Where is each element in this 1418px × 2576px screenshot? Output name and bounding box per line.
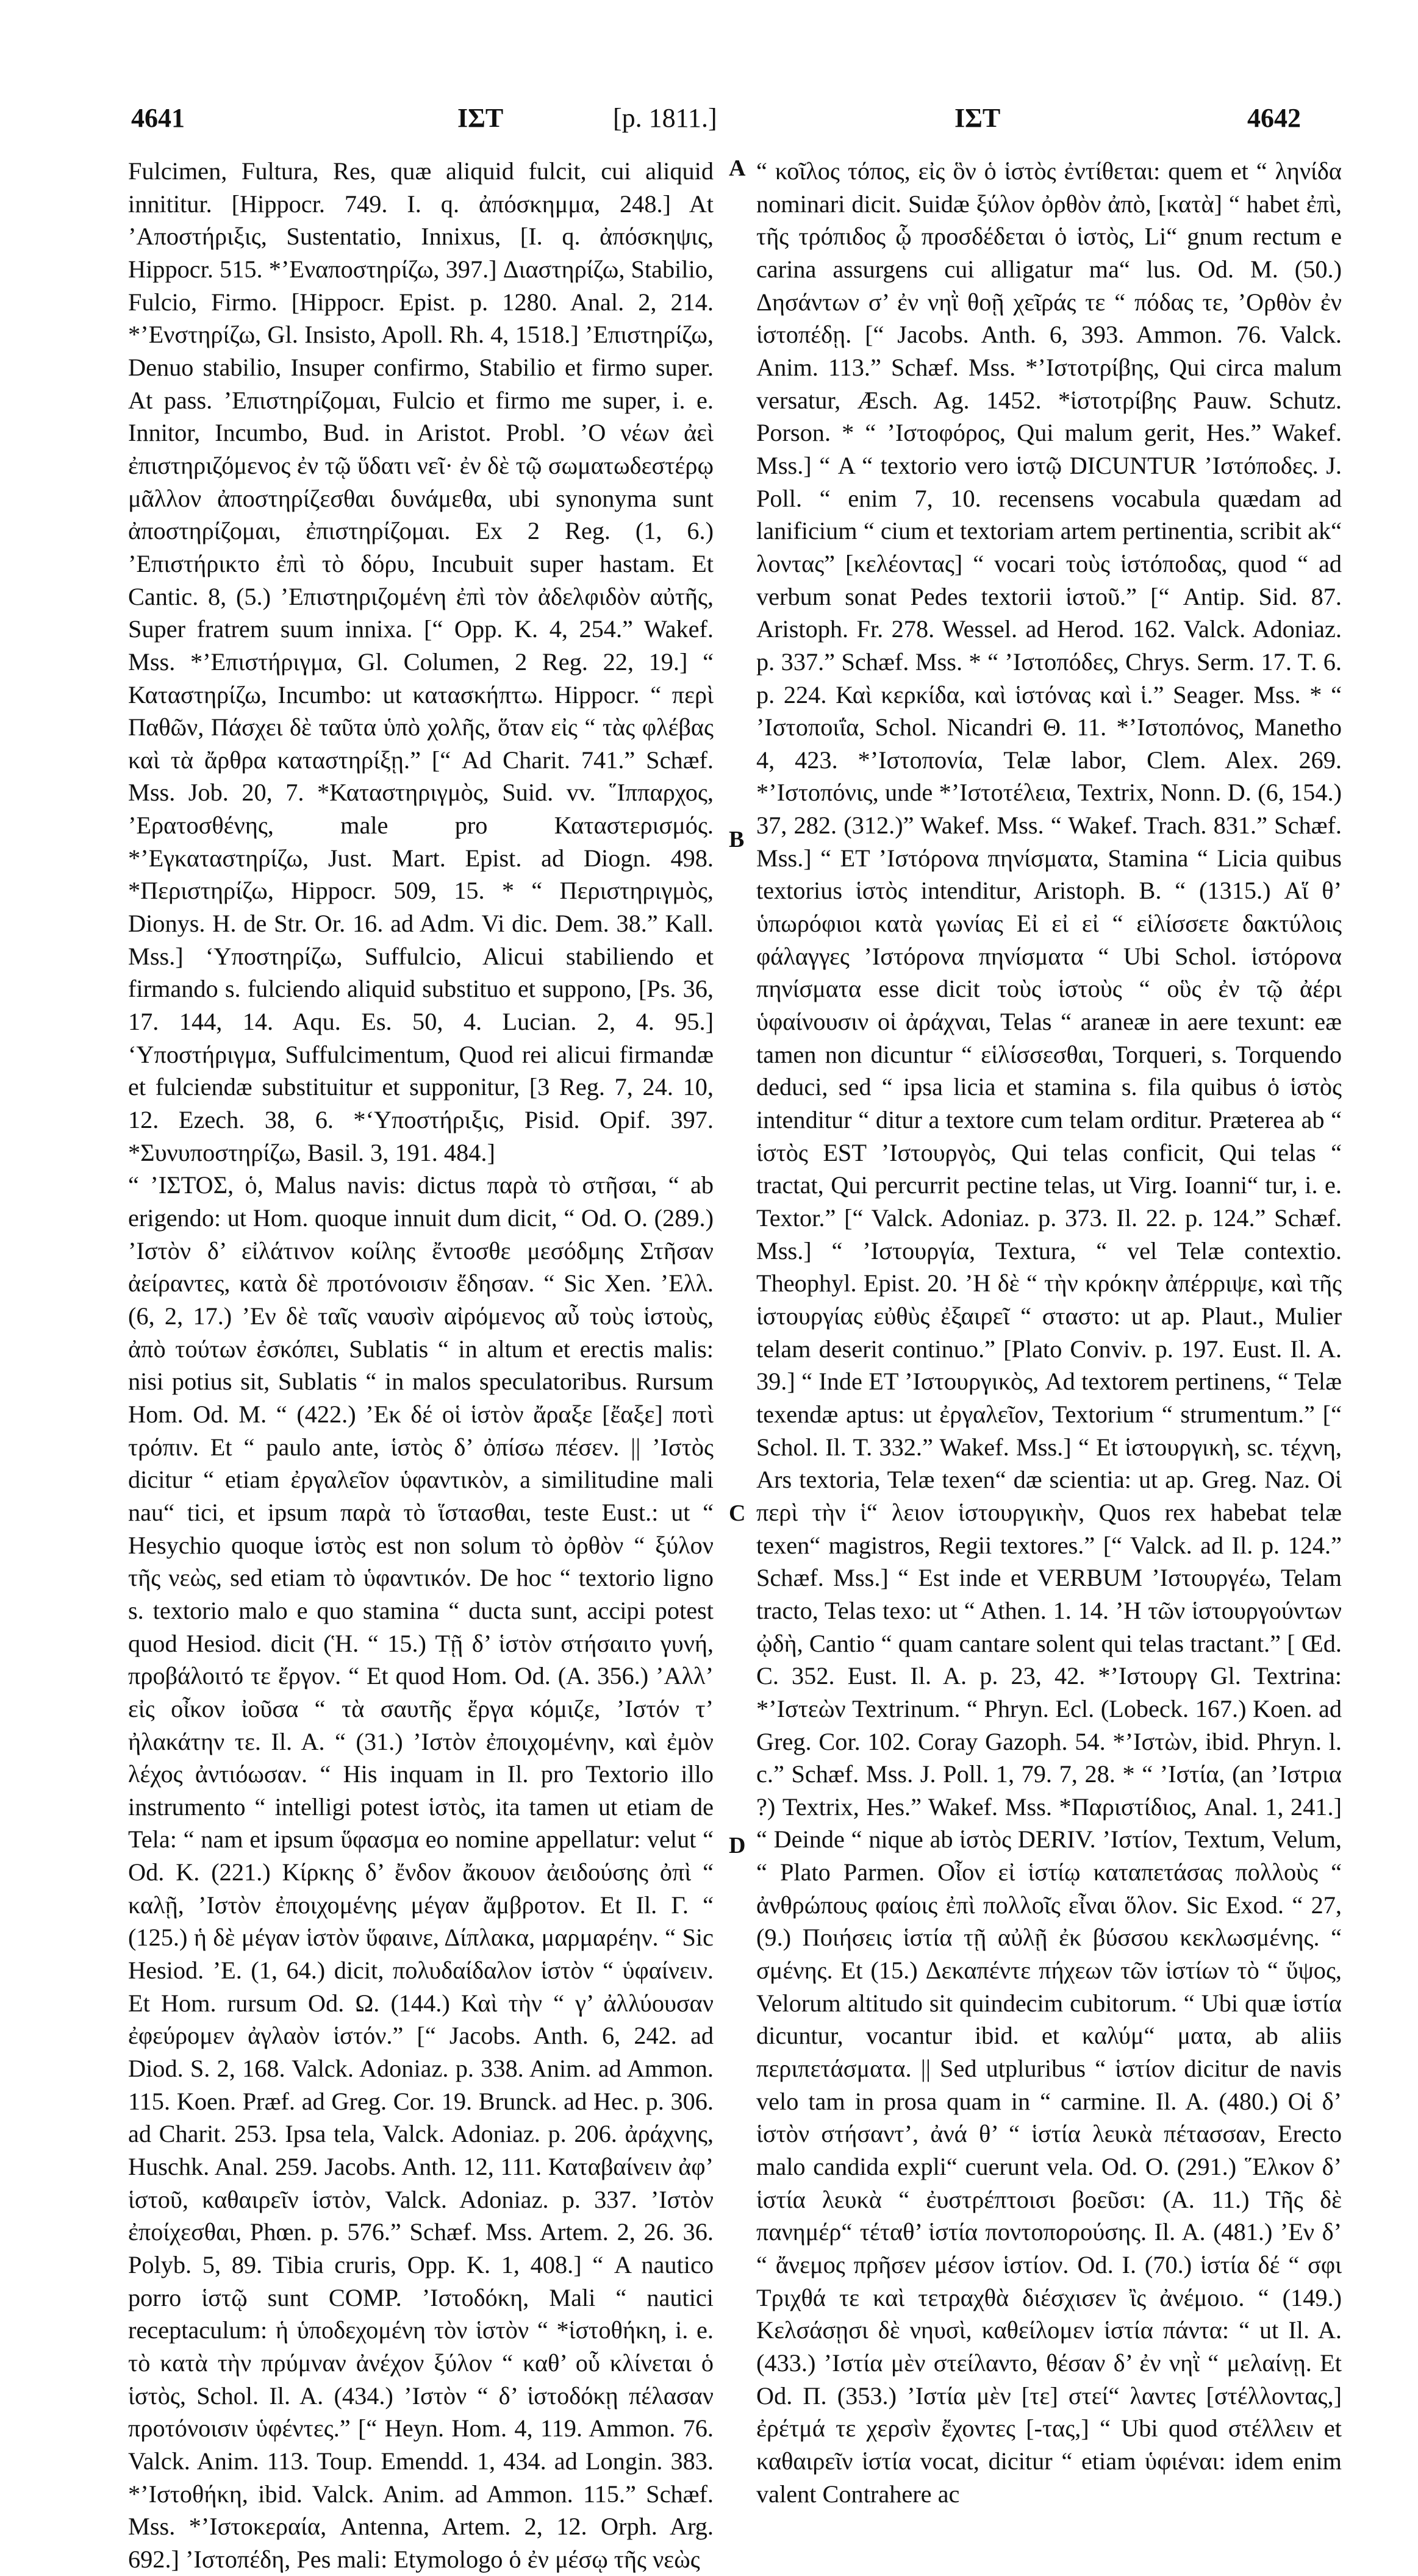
right-column: [756, 155, 1342, 2510]
page-number-left: 4641: [131, 103, 185, 133]
margin-marker-d: D: [729, 1833, 746, 1858]
entry-paragraph: “ ’ΙΣΤΟΣ, ὁ, Malus navis: dictus παρὰ τὸ στῆσαι, “ ab erigendo: ut Hom. quoque innuit dum dicit, “ Od. O. (289.) ’Ιστὸν δ’ εἰλάτινον κοίλης ἔντοσθε μεσόδμης Στῆσαν ἀείραντες, κατὰ δὲ προτόνοισιν ἔδησαν. “ Sic Xen. ’Ελλ. (6, 2, 17.) ’Εν δὲ ταῖς ναυσὶν αἰρόμενος αὖ τοὺς ἱστοὺς, ἀπὸ τούτων ἐσκόπει, Sublatis “ in altum et erectis malis: nisi potius sit, Sublatis “ in malos speculatoribus. Rursum Hom. Od. M. “ (422.) ’Εκ δέ οἱ ἱστὸν ἄραξε [ἔαξε] ποτὶ τρόπιν. Et “ paulo ante, ἱστὸς δ’ ὀπίσω πέσεν. || ’Ιστὸς dicitur “ etiam ἐργαλεῖον ὑφαντικὸν, a similitudine mali nau“ tici, et ipsum παρὰ τὸ ἵστασθαι, teste Eust.: ut “ Hesychio quoque ἱστὸς est non solum τὸ ὀρθὸν “ ξύλον τῆς νεὼς, sed etiam τὸ ὑφαντικόν. De hoc “ textorio ligno s. textorio malo e quo stamina “ ducta sunt, accipi potest quod Hesiod. dicit (Ἡ. “ 15.) Τῇ δ’ ἱστὸν στήσαιτο γυνή, προβάλοιτό τε ἔργον. “ Et quod Hom. Od. (A. 356.) ’Αλλ’ εἰς οἶκον ἰοῦσα “ τὰ σαυτῆς ἔργα κόμιζε, ’Ιστόν τ’ ἠλακάτην τε. Il. A. “ (31.) ’Ιστὸν ἐποιχομένην, καὶ ἐμὸν λέχος ἀντιόωσαν. “ His inquam in Il. pro Textorio illo instrumento “ intelligi potest ἱστὸς, ita tamen ut etiam de Tela: “ nam et ipsum ὕφασμα eo nomine appellatur: velut “ Od. K. (221.) Κίρκης δ’ ἔνδον ἄκουον ἀειδούσης ὀπὶ “ καλῇ, ’Ιστὸν ἐποιχομένης μέγαν ἄμβροτον. Et Il. Γ. “ (125.) ἡ δὲ μέγαν ἱστὸν ὕφαινε, Δίπλακα, μαρμαρέην. “ Sic Hesiod. ’E. (1, 64.) dicit, πολυδαίδαλον ἱστὸν “ ὑφαίνειν. Et Hom. rursum Od. Ω. (144.) Καὶ τὴν “ γ’ ἀλλύουσαν ἐφεύρομεν ἀγλαὸν ἱστόν.” [“ Jacobs. Anth. 6, 242. ad Diod. S. 2, 168. Valck. Adoniaz. p. 338. Anim. ad Ammon. 115. Koen. Præf. ad Greg. Cor. 19. Brunck. ad Hec. p. 306. ad Charit. 253. Ipsa tela, Valck. Adoniaz. p. 206. ἀράχνης, Huschk. Anal. 259. Jacobs. Anth. 12, 111. Καταβαίνειν ἀφ’ ἱστοῦ, καθαιρεῖν ἱστὸν, Valck. Adoniaz. p. 337. ’Ιστὸν ἐποίχεσθαι, Phœn. p. 576.” Schæf. Mss. Artem. 2, 26. 36. Polyb. 5, 89. Tibia cruris, Opp. K. 1, 408.] “ A nautico porro ἱστῷ sunt COMP. ’Ιστοδόκη, Mali “ nautici receptaculum: ἡ ὑποδεχομένη τὸν ἱστὸν “ *ἱστοθήκη, i. e. τὸ κατὰ τὴν πρύμναν ἀνέχον ξύλον “ καθ’ οὗ κλίνεται ὁ ἱστὸς, Schol. Il. A. (434.) ’Ιστὸν “ δ’ ἱστοδόκῃ πέλασαν προτόνοισιν ὑφέντες.” [“ Heyn. Hom. 4, 119. Ammon. 76. Valck. Anim. 113. Toup. Emendd. 1, 434. ad Longin. 383. *’Ιστοθήκη, ibid. Valck. Anim. ad Ammon. 115.” Schæf. Mss. *’Ιστοκεραία, Antenna, Artem. 2, 12. Orph. Arg. 692.] ’Ιστοπέδη, Pes mali: Etymologo ὁ ἐν μέσῳ τῆς νεὼς: [128, 1171, 714, 2573]
entry-paragraph: Fulcimen, Fultura, Res, quæ aliquid fulcit, cui aliquid innititur. [Hippocr. 749. I. q. ἀπόσκημμα, 248.] At ’Αποστήριξις, Sustentatio, Innixus, [I. q. ἀπόσκηψις, Hippocr. 515. *’Εναποστηρίζω, 397.] Διαστηρίζω, Stabilio, Fulcio, Firmo. [Hippocr. Epist. p. 1280. Anal. 2, 214. *’Ενστηρίζω, Gl. Insisto, Apoll. Rh. 4, 1518.] ’Επιστηρίζω, Denuo stabilio, Insuper confirmo, Stabilio et firmo super. At pass. ’Επιστηρίζομαι, Fulcio et firmo me super, i. e. Innitor, Incumbo, Bud. in Aristot. Probl. ’Ο νέων ἀεὶ ἐπιστηριζόμενος ἐν τῷ ὕδατι νεῖ· ἐν δὲ τῷ σωματωδεστέρῳ μᾶλλον ἀποστηρίζεσθαι δυνάμεθα, ubi synonyma sunt ἀποστηρίζομαι, ἐπιστηρίζομαι. Ex 2 Reg. (1, 6.) ’Επιστήρικτο ἐπὶ τὸ δόρυ, Incubuit super hastam. Et Cantic. 8, (5.) ’Επιστηριζομένη ἐπὶ τὸν ἀδελφιδὸν αὐτῆς, Super fratrem suum innixa. [“ Opp. K. 4, 254.” Wakef. Mss. *’Επιστήριγμα, Gl. Columen, 2 Reg. 22, 19.] “ Καταστηρίζω, Incumbo: ut κατασκήπτω. Hippocr. “ περὶ Παθῶν, Πάσχει δὲ ταῦτα ὑπὸ χολῆς, ὅταν εἰς “ τὰς φλέβας καὶ τὰ ἄρθρα καταστηρίξῃ.” [“ Ad Charit. 741.” Schæf. Mss. Job. 20, 7. *Καταστηριγμὸς, Suid. vv. ῞Ιππαρχος, ’Ερατοσθένης, male pro Καταστερισμός. *’Εγκαταστηρίζω, Just. Mart. Epist. ad Diogn. 498. *Περιστηρίζω, Hippocr. 509, 15. * “ Περιστηριγμὸς, Dionys. H. de Str. Or. 16. ad Adm. Vi dic. Dem. 38.” Kall. Mss.] ‘Υποστηρίζω, Suffulcio, Alicui stabiliendo et firmando s. fulciendo aliquid substituo et suppono, [Ps. 36, 17. 144, 14. Aqu. Es. 50, 4. Lucian. 2, 4. 95.] ‘Υποστήριγμα, Suffulcimentum, Quod rei alicui firmandæ et fulciendæ substituitur et supponitur, [3 Reg. 7, 24. 10, 12. Ezech. 38, 6. *‘Υποστήριξις, Pisid. Opif. 397. *Συνυποστηρίζω, Basil. 3, 191. 484.]: [128, 157, 714, 1166]
headword-left: ΙΣΤ: [457, 103, 504, 133]
page-number-right: 4642: [1247, 103, 1301, 133]
entry-paragraph: “ κοῖλος τόπος, εἰς ὃν ὁ ἱστὸς ἐντίθεται: quem et “ ληνίδα nominari dicit. Suidæ ξύλον ὀρθὸν ἀπὸ, [κατὰ] “ habet ἐπὶ, τῆς τρόπιδος ᾧ προσδέδεται ὁ ἱστὸς, Li“ gnum rectum e carina assurgens cui alligatur ma“ lus. Od. M. (50.) Δησάντων σ’ ἐν νηῒ θοῇ χεῖράς τε “ πόδας τε, ’Ορθὸν ἐν ἱστοπέδῃ. [“ Jacobs. Anth. 6, 393. Ammon. 76. Valck. Anim. 113.” Schæf. Mss. *’Ιστοτρίβης, Qui circa malum versatur, Æsch. Ag. 1452. *ἱστοτρίβης Pauw. Schutz. Porson. * “ ’Ιστοφόρος, Qui malum gerit, Hes.” Wakef. Mss.] “ A “ textorio vero ἱστῷ DICUNTUR ’Ιστόποδες. J. Poll. “ enim 7, 10. recensens vocabula quædam ad lanificium “ cium et textoriam artem pertinentia, scribit ak“ λοντας” [κελέοντας] “ vocari τοὺς ἱστόποδας, quod “ ad verbum sonat Pedes textorii ἱστοῦ.” [“ Antip. Sid. 87. Aristoph. Fr. 278. Wessel. ad Herod. 162. Valck. Adoniaz. p. 337.” Schæf. Mss. * “ ’Ιστοπόδες, Chrys. Serm. 17. T. 6. p. 224. Καὶ κερκίδα, καὶ ἱστόνας καὶ ἱ.” Seager. Mss. * “ ’Ιστοποιΐα, Schol. Nicandri Θ. 11. *’Ιστοπόνος, Manetho 4, 423. *’Ιστοπονία, Telæ labor, Clem. Alex. 269. *’Ιστοπόνις, unde *’Ιστοτέλεια, Textrix, Nonn. D. (6, 154.) 37, 282. (312.)” Wakef. Mss. “ Wakef. Trach. 831.” Schæf. Mss.] “ ET ’Ιστόρονα πηνίσματα, Stamina “ Licia quibus textorius ἱστὸς intenditur, Aristoph. B. “ (1315.) Αἵ θ’ ὑπωρόφιοι κατὰ γωνίας Εἰ εἰ εἰ “ εἱλίσσετε δακτύλοις φάλαγγες ’Ιστόρονα πηνίσματα “ Ubi Schol. ἱστόρονα πηνίσματα esse dicit τοὺς ἱστοὺς “ οὓς ἐν τῷ ἀέρι ὑφαίνουσιν οἱ ἀράχναι, Telas “ araneæ in aere texunt: eæ tamen non dicuntur “ εἱλίσσεσθαι, Torqueri, s. Torquendo deduci, sed “ ipsa licia et stamina s. fila quibus ὁ ἱστὸς intenditur “ ditur a textore cum telam orditur. Præterea ab “ ἱστὸς EST ’Ιστουργὸς, Qui telas conficit, Qui telas “ tractat, Qui percurrit pectine telas, ut Virg. Ioanni“ tur, i. e. Textor.” [“ Valck. Adoniaz. p. 373. Il. 22. p. 124.” Schæf. Mss.] “ ’Ιστουργία, Textura, “ vel Telæ contextio. Theophyl. Epist. 20. ’Η δὲ “ τὴν κρόκην ἀπέρριψε, καὶ τῆς ἱστουργίας εὐθὺς ἐξαιρεῖ “ σταστο: ut ap. Plaut., Mulier telam deserit continuo.” [Plato Conviv. p. 197. Eust. Il. A. 39.] “ Inde ET ’Ιστουργικὸς, Ad textorem pertinens, “ Telæ texendæ aptus: ut ἐργαλεῖον, Textorium “ strumentum.” [“ Schol. Il. T. 332.” Wakef. Mss.] “ Et ἱστουργικὴ, sc. τέχνη, Ars textoria, Telæ texen“ dæ scientia: ut ap. Greg. Naz. Οἱ περὶ τὴν ἱ“ λειον ἱστουργικὴν, Quos rex habebat telæ texen“ magistros, Regii textores.” [“ Valck. ad Il. p. 124.” Schæf. Mss.] “ Est inde et VERBUM ’Ιστουργέω, Telam tracto, Telas texo: ut “ Athen. 1. 14. ’Η τῶν ἱστουργούντων ᾠδὴ, Cantio “ quam cantare solent qui telas tractant.” [ Œd. C. 352. Eust. Il. A. p. 23, 42. *’Ιστουργ Gl. Textrina: *’Ιστεὼν Textrinum. “ Phryn. Ecl. (Lobeck. 167.) Koen. ad Greg. Cor. 102. Coray Gazoph. 54. *’Ιστὼν, ibid. Phryn. l. c.” Schæf. Mss. J. Poll. 1, 79. 7, 28. * “ ’Ιστία, (an ’Ιστρια ?) Textrix, Hes.” Wakef. Mss. *Παριστίδιος, Anal. 1, 241.] “ Deinde “ nique ab ἱστὸς DERIV. ’Ιστίον, Textum, Velum, “ Plato Parmen. Οἷον εἰ ἱστίῳ καταπετάσας πολλοὺς “ ἀνθρώπους φαίοις ἐπὶ πολλοῖς εἶναι ὅλον. Sic Exod. “ 27, (9.) Ποιήσεις ἱστία τῇ αὐλῇ ἐκ βύσσου κεκλωσμένης. “ σμένης. Et (15.) Δεκαπέντε πήχεων τῶν ἱστίων τὸ “ ὕψος, Velorum altitudo sit quindecim cubitorum. “ Ubi quæ ἱστία dicuntur, vocantur ibid. et καλύμ“ ματα, ab aliis περιπετάσματα. || Sed utpluribus “ ἱστίον dicitur de navis velo tam in prosa quam in “ carmine. Il. A. (480.) Οἱ δ’ ἱστὸν στήσαντ’, ἀνά θ’ “ ἱστία λευκὰ πέτασσαν, Erecto malo candida expli“ cuerunt vela. Od. O. (291.) ῞Ελκον δ’ ἱστία λευκὰ “ ἐυστρέπτοισι βοεῦσι: (A. 11.) Τῆς δὲ πανημέρ“ τέταθ’ ἱστία ποντοπορούσης. Il. A. (481.) ’Εν δ’ “ ἄνεμος πρῆσεν μέσον ἱστίον. Od. I. (70.) ἱστία δέ “ σφι Τριχθά τε καὶ τετραχθὰ διέσχισεν ἲς ἀνέμοιο. “ (149.) Κελσάσῃσι δὲ νηυσὶ, καθείλομεν ἱστία πάντα: “ ut Il. A. (433.) ’Ιστία μὲν στείλαντο, θέσαν δ’ ἐν νηῒ “ μελαίνῃ. Et Od. Π. (353.) ’Ιστία μὲν [τε] στεί“ λαντες [στέλλοντας,] ἐρέτμά τε χερσὶν ἔχοντες [-τας,] “ Ubi quod στέλλειν et καθαιρεῖν ἱστία vocat, dicitur “ etiam ὑφιέναι: idem enim valent Contrahere ac: [756, 157, 1342, 2508]
page-reference: [p. 1811.]: [613, 103, 717, 133]
margin-marker-c: C: [729, 1500, 746, 1526]
margin-marker-a: A: [729, 155, 746, 181]
left-column: [128, 155, 714, 2576]
headword-right: ΙΣΤ: [954, 103, 1001, 133]
running-header: [131, 102, 1299, 151]
margin-marker-b: B: [729, 827, 745, 852]
